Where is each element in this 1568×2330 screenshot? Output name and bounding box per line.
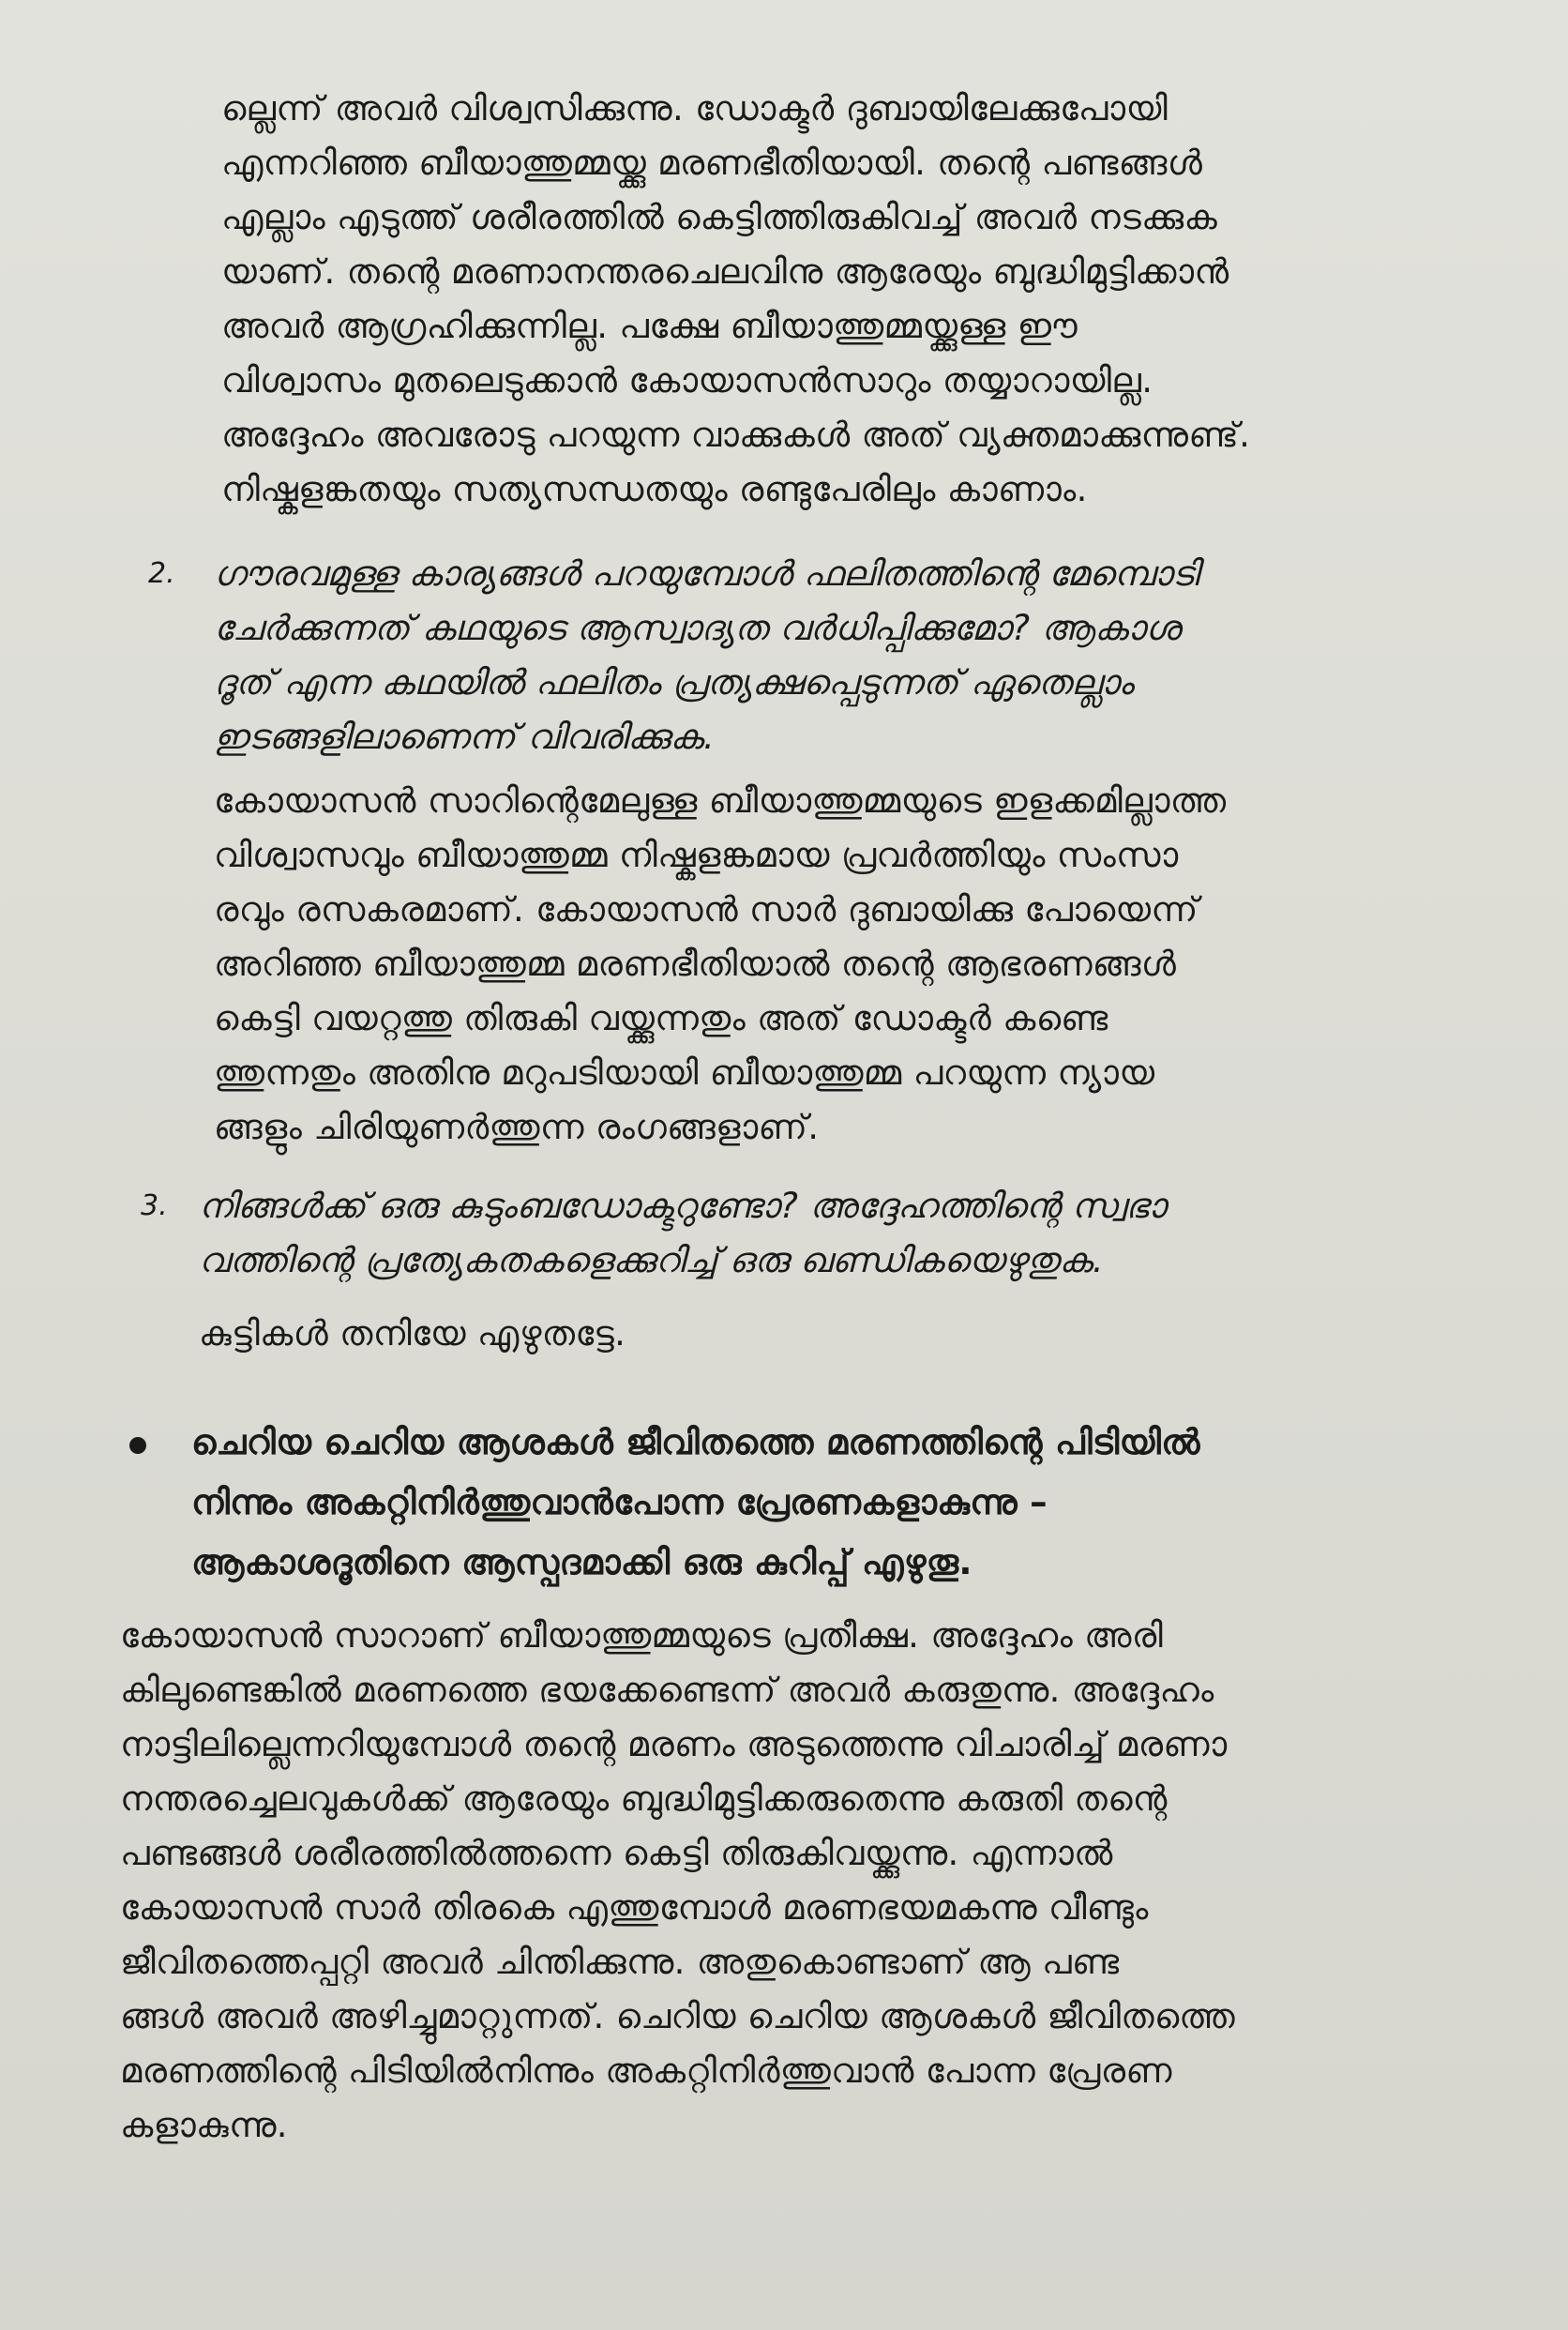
question-line: ഇടങ്ങളിലാണെന്ന് വിവരിക്കുക. bbox=[214, 717, 716, 757]
intro-line: ല്ലെന്ന് അവർ വിശ്വസിക്കുന്നു. ഡോക്ടർ ദുബായിലേക്കുപോയി bbox=[221, 88, 1168, 129]
question-number: 2. bbox=[148, 557, 175, 590]
answer-line: ങ്ങളും ചിരിയുണർത്തുന്ന രംഗങ്ങളാണ്. bbox=[214, 1107, 820, 1147]
bullet-icon bbox=[129, 1437, 146, 1454]
answer-line: കോയാസൻ സാറാണ് ബീയാത്തുമ്മയുടെ പ്രതീക്ഷ. അദ്ദേഹം അരി bbox=[120, 1615, 1164, 1656]
bullet-question-line: നിന്നും അകറ്റിനിർത്തുവാൻപോന്ന പ്രേരണകളാകുന്നു – bbox=[191, 1482, 1048, 1522]
intro-line: നിഷ്കളങ്കതയും സത്യസന്ധതയും രണ്ടുപേരിലും കാണാം. bbox=[221, 469, 1088, 509]
question-line: വത്തിന്റെ പ്രത്യേകതകളെക്കുറിച്ച് ഒരു ഖണ്ഡികയെഴുതുക. bbox=[199, 1240, 1104, 1280]
intro-line: അവർ ആഗ്രഹിക്കുന്നില്ല. പക്ഷേ ബീയാത്തുമ്മയ്ക്കുള്ള ഈ bbox=[221, 306, 1078, 346]
bullet-question-line: ചെറിയ ചെറിയ ആശകൾ ജീവിതത്തെ മരണത്തിന്റെ പിടിയിൽ bbox=[191, 1422, 1200, 1462]
intro-line: അദ്ദേഹം അവരോടു പറയുന്ന വാക്കുകൾ അത് വ്യക്തമാക്കുന്നുണ്ട്. bbox=[221, 415, 1251, 455]
answer-line: രവും രസകരമാണ്. കോയാസൻ സാർ ദുബായിക്കു പോയെന്ന് bbox=[214, 889, 1199, 930]
answer-line: കളാകുന്നു. bbox=[120, 2105, 288, 2145]
intro-line: എന്നറിഞ്ഞ ബീയാത്തുമ്മയ്ക്കു മരണഭീതിയായി. തന്റെ പണ്ടങ്ങൾ bbox=[221, 143, 1203, 183]
question-line: ചേർക്കുന്നത് കഥയുടെ ആസ്വാദ്യത വർധിപ്പിക്കുമോ? ആകാശ bbox=[214, 608, 1181, 648]
question-line: ദൂത് എന്ന കഥയിൽ ഫലിതം പ്രത്യക്ഷപ്പെടുന്നത് ഏതെല്ലാം bbox=[214, 662, 1134, 703]
answer-line: കോയാസൻ സാർ തിരകെ എത്തുമ്പോൾ മരണഭയമകന്നു വീണ്ടും bbox=[120, 1887, 1149, 1928]
intro-line: യാണ്. തന്റെ മരണാനന്തരചെലവിനു ആരേയും ബുദ്ധിമുട്ടിക്കാൻ bbox=[221, 251, 1229, 292]
answer-line: കെട്ടി വയറ്റത്തു തിരുകി വയ്ക്കുന്നതും അത് ഡോക്ടർ കണ്ടെ bbox=[214, 998, 1108, 1038]
question-line: ഗൗരവമുള്ള കാര്യങ്ങൾ പറയുമ്പോൾ ഫലിതത്തിന്റെ മേമ്പൊടി bbox=[214, 553, 1199, 594]
bullet-question-line: ആകാശദൂതിനെ ആസ്പദമാക്കി ഒരു കുറിപ്പ് എഴുതൂ. bbox=[191, 1542, 972, 1582]
answer-line: കിലുണ്ടെങ്കിൽ മരണത്തെ ഭയക്കേണ്ടെന്ന് അവർ കരുതുന്നു. അദ്ദേഹം bbox=[120, 1670, 1214, 1710]
answer-line: മരണത്തിന്റെ പിടിയിൽനിന്നും അകറ്റിനിർത്തുവാൻ പോന്ന പ്രേരണ bbox=[120, 2050, 1172, 2091]
answer-line: അറിഞ്ഞ ബീയാത്തുമ്മ മരണഭീതിയാൽ തന്റെ ആഭരണങ്ങൾ bbox=[214, 944, 1177, 984]
answer-line: വിശ്വാസവും ബീയാത്തുമ്മ നിഷ്കളങ്കമായ പ്രവർത്തിയും സംസാ bbox=[214, 835, 1179, 875]
answer-line: നാട്ടിലില്ലെന്നറിയുമ്പോൾ തന്റെ മരണം അടുത്തെന്നു വിചാരിച്ച് മരണാ bbox=[120, 1724, 1228, 1764]
question-line: നിങ്ങൾക്ക് ഒരു കുടുംബഡോക്ടറുണ്ടോ? അദ്ദേഹത്തിന്റെ സ്വഭാ bbox=[199, 1186, 1167, 1226]
answer-line: പണ്ടങ്ങൾ ശരീരത്തിൽത്തന്നെ കെട്ടി തിരുകിവയ്ക്കുന്നു. എന്നാൽ bbox=[120, 1833, 1113, 1873]
answer-line: ങ്ങൾ അവർ അഴിച്ചുമാറ്റുന്നത്. ചെറിയ ചെറിയ ആശകൾ ജീവിതത്തെ bbox=[120, 1996, 1235, 2036]
answer-line: കോയാസൻ സാറിന്റെമേലുള്ള ബീയാത്തുമ്മയുടെ ഇളക്കമില്ലാത്ത bbox=[214, 780, 1227, 821]
answer-line: ജീവിതത്തെപ്പറ്റി അവർ ചിന്തിക്കുന്നു. അതുകൊണ്ടാണ് ആ പണ്ട bbox=[120, 1942, 1120, 1982]
answer-line: ത്തുന്നതും അതിനു മറുപടിയായി ബീയാത്തുമ്മ പറയുന്ന ന്യായ bbox=[214, 1052, 1155, 1093]
intro-line: എല്ലാം എടുത്ത് ശരീരത്തിൽ കെട്ടിത്തിരുകിവച്ച് അവർ നടക്കുക bbox=[221, 197, 1218, 237]
answer-line: നന്തരച്ചെലവുകൾക്ക് ആരേയും ബുദ്ധിമുട്ടിക്കരുതെന്നു കരുതി തന്റെ bbox=[120, 1778, 1168, 1819]
intro-line: വിശ്വാസം മുതലെടുക്കാൻ കോയാസൻസാറും തയ്യാറായില്ല. bbox=[221, 360, 1153, 401]
question-number: 3. bbox=[141, 1189, 168, 1222]
answer-line: കുട്ടികൾ തനിയേ എഴുതട്ടേ. bbox=[199, 1313, 626, 1354]
